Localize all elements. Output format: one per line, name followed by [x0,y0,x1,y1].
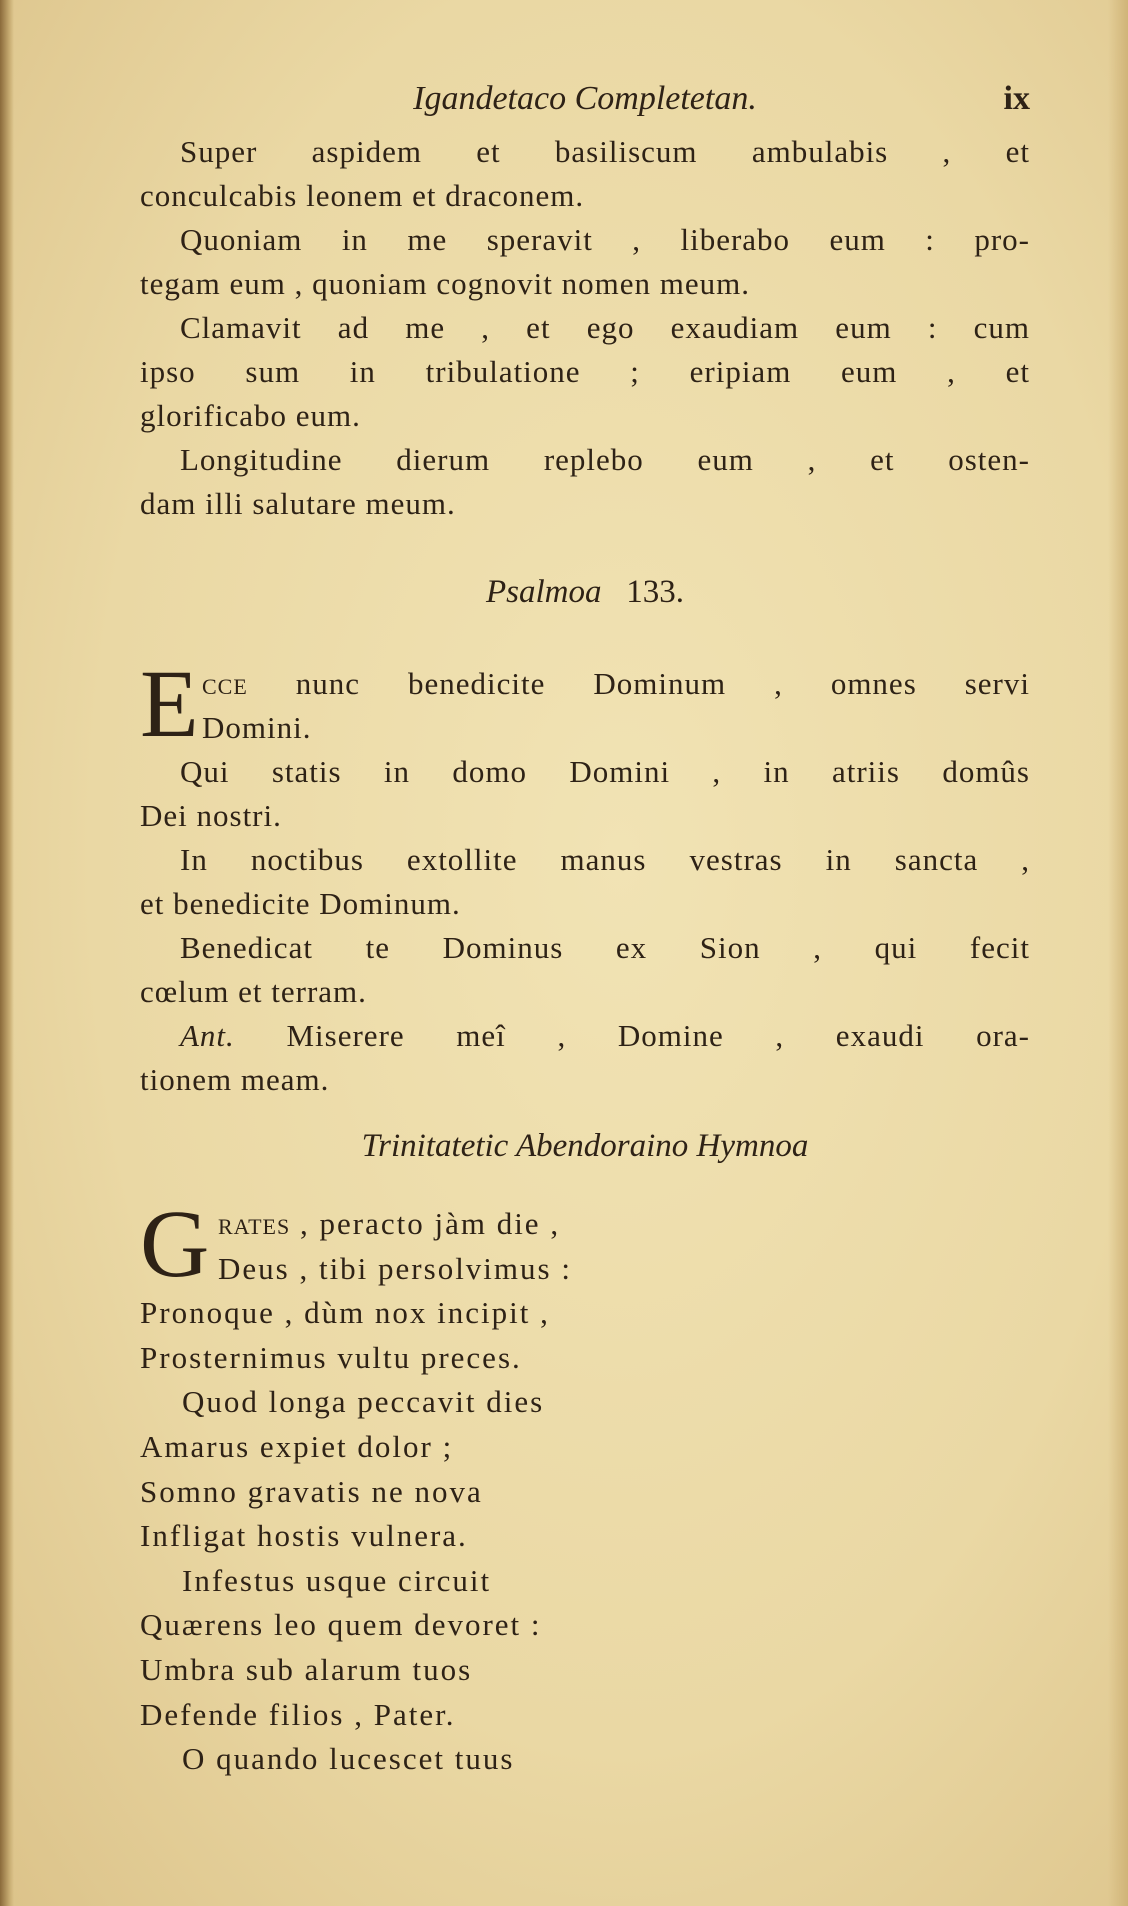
verse-line: glorificabo eum. [140,398,361,433]
hymn-line: Quod longa peccavit dies [182,1384,545,1420]
psalm-number: 133. [626,574,684,610]
intro-verses [140,130,1030,526]
hymn-text: , peracto jàm die , [290,1206,561,1241]
hymn-line: Infestus usque circuit [182,1562,492,1598]
small-caps-text: RATES [218,1214,291,1239]
verse-line: Quoniam in me speravit , liberabo eum : pro- [180,222,1030,257]
antiphon-label: Ant. [180,1018,235,1053]
hymn-line: Umbra sub alarum tuos [140,1651,473,1687]
verse-line [140,662,1030,706]
psalm-heading [140,574,1030,611]
verse-text: nunc benedicite Dominum , omnes servi [247,666,1030,701]
small-caps-text: CCE [202,674,248,699]
hymn-verses [140,1190,840,1782]
antiphon-line [140,1014,1030,1058]
verse-line: Super aspidem et basiliscum ambulabis , et [180,134,1030,169]
drop-cap-e: E [140,650,199,757]
hymn-line: Infligat hostis vulnera. [140,1518,468,1554]
antiphon-text: Miserere meî , Domine , exaudi ora- [286,1018,1030,1053]
book-binding-edge [0,0,14,1906]
verse-line: cœlum et terram. [140,974,367,1009]
verse-line: conculcabis leonem et draconem. [140,178,585,213]
hymn-line: Amarus expiet dolor ; [140,1428,454,1464]
verse-line: Benedicat te Dominus ex Sion , qui fecit [180,930,1030,965]
verse-line: Qui statis in domo Domini , in atriis domûs [180,754,1030,789]
verse-line: tegam eum , quoniam cognovit nomen meum. [140,266,750,301]
hymn-title: Trinitatetic Abendoraino Hymnoa [361,1128,809,1164]
hymn-line: Somno gravatis ne nova [140,1473,483,1509]
verse-line: Dei nostri. [140,798,282,833]
verse-line: Longitudine dierum replebo eum , et osten- [180,442,1030,477]
hymn-line: Deus , tibi persolvimus : [218,1250,572,1286]
hymn-line: Prosternimus vultu preces. [140,1339,522,1375]
hymn-line: Quærens leo quem devoret : [140,1607,542,1643]
verse-line: In noctibus extollite manus vestras in sancta , [180,842,1030,877]
verse-line: et benedicite Dominum. [140,886,461,921]
page-edge [1108,0,1128,1906]
verse-line: Domini. [202,710,312,745]
verse-line: Clamavit ad me , et ego exaudiam eum : cum [180,310,1030,345]
drop-cap-g: G [140,1190,210,1297]
running-head-title: Igandetaco Completetan. [413,80,757,117]
psalm-heading-label: Psalmoa [486,574,602,610]
page-number: ix [1003,80,1030,117]
antiphon-line: tionem meam. [140,1062,330,1097]
running-head [140,80,1030,126]
hymn-line: O quando lucescet tuus [182,1741,515,1777]
hymn-line [140,1202,840,1247]
hymn-heading [140,1128,1030,1165]
verse-line: ipso sum in tribulatione ; eripiam eum , et [140,354,1030,389]
verse-line: dam illi salutare meum. [140,486,456,521]
hymn-line: Pronoque , dùm nox incipit , [140,1295,550,1331]
psalm-verses [140,650,1030,1102]
hymn-line: Defende filios , Pater. [140,1696,456,1732]
